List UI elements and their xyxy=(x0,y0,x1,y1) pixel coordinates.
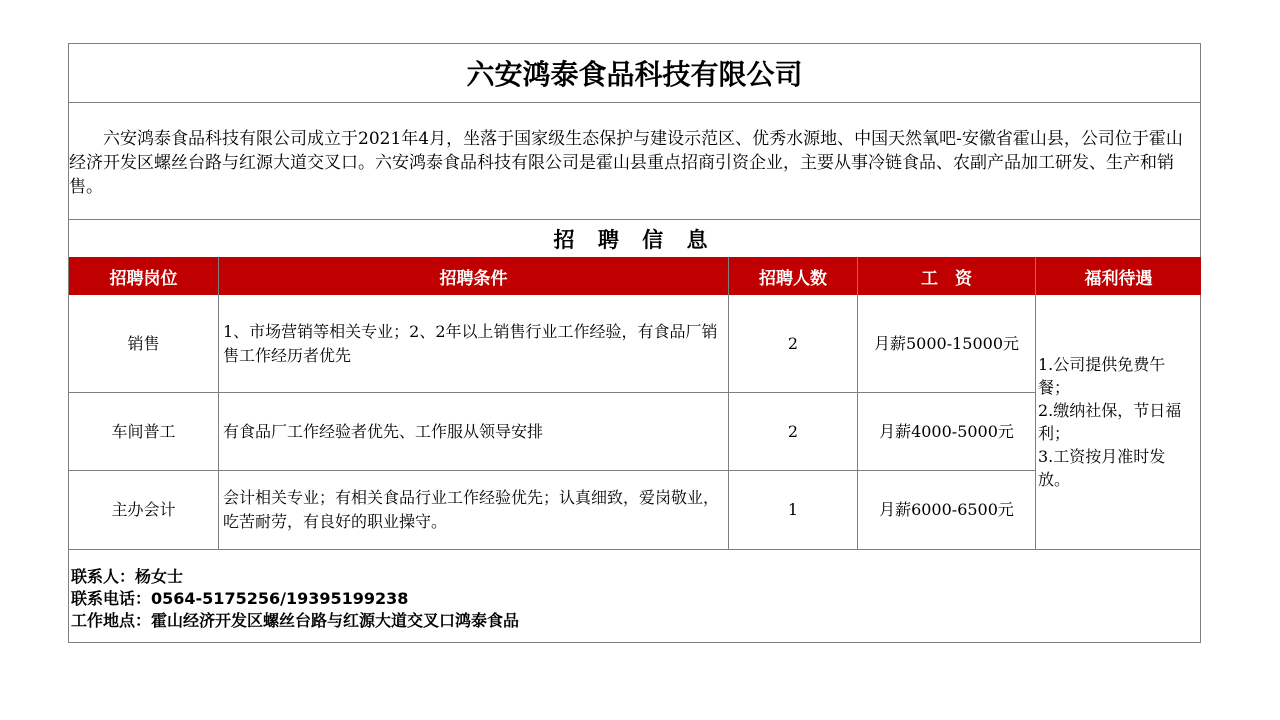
header-benefits: 福利待遇 xyxy=(1036,257,1201,295)
row-3-requirements: 会计相关专业；有相关食品行业工作经验优先；认真细致，爱岗敬业，吃苦耐劳，有良好的职业操守。 xyxy=(219,471,729,550)
row-1-salary: 月薪5000-15000元 xyxy=(858,295,1036,393)
row-1-count: 2 xyxy=(729,295,858,393)
header-requirements: 招聘条件 xyxy=(219,257,729,295)
work-address: 工作地点：霍山经济开发区螺丝台路与红源大道交叉口鸿泰食品 xyxy=(71,611,520,630)
benefit-3: 3.工资按月准时发放。 xyxy=(1038,447,1166,489)
row-2-requirements: 有食品厂工作经验者优先、工作服从领导安排 xyxy=(219,393,729,471)
contact-person: 联系人：杨女士 xyxy=(71,567,184,586)
header-salary: 工 资 xyxy=(858,257,1036,295)
row-1-requirements: 1、市场营销等相关专业；2、2年以上销售行业工作经验，有食品厂销售工作经历者优先 xyxy=(219,295,729,393)
row-2-count: 2 xyxy=(729,393,858,471)
row-2-salary: 月薪4000-5000元 xyxy=(858,393,1036,471)
row-3-position: 主办会计 xyxy=(69,471,219,550)
benefit-2: 2.缴纳社保，节日福利； xyxy=(1038,401,1182,443)
row-1-position: 销售 xyxy=(69,295,219,393)
recruitment-sheet xyxy=(68,43,1201,643)
row-2-position: 车间普工 xyxy=(69,393,219,471)
row-3-count: 1 xyxy=(729,471,858,550)
company-title: 六安鸿泰食品科技有限公司 xyxy=(69,44,1200,103)
contact-phone: 联系电话：0564-5175256/19395199238 xyxy=(71,589,409,608)
header-position: 招聘岗位 xyxy=(69,257,219,295)
recruitment-section-title: 招 聘 信 息 xyxy=(553,227,716,252)
row-3-salary: 月薪6000-6500元 xyxy=(858,471,1036,550)
header-count: 招聘人数 xyxy=(729,257,858,295)
benefits-cell xyxy=(1036,295,1201,550)
company-intro: 六安鸿泰食品科技有限公司成立于2021年4月，坐落于国家级生态保护与建设示范区、优秀水源地、中国天然氧吧-安徽省霍山县，公司位于霍山经济开发区螺丝台路与红源大道交叉口。六安鸿泰食品科技有限公司是霍山县重点招商引资企业，主要从事冷链食品、农副产品加工研发、生产和销售。 xyxy=(69,103,1200,220)
benefit-1: 1.公司提供免费午餐； xyxy=(1038,355,1166,397)
